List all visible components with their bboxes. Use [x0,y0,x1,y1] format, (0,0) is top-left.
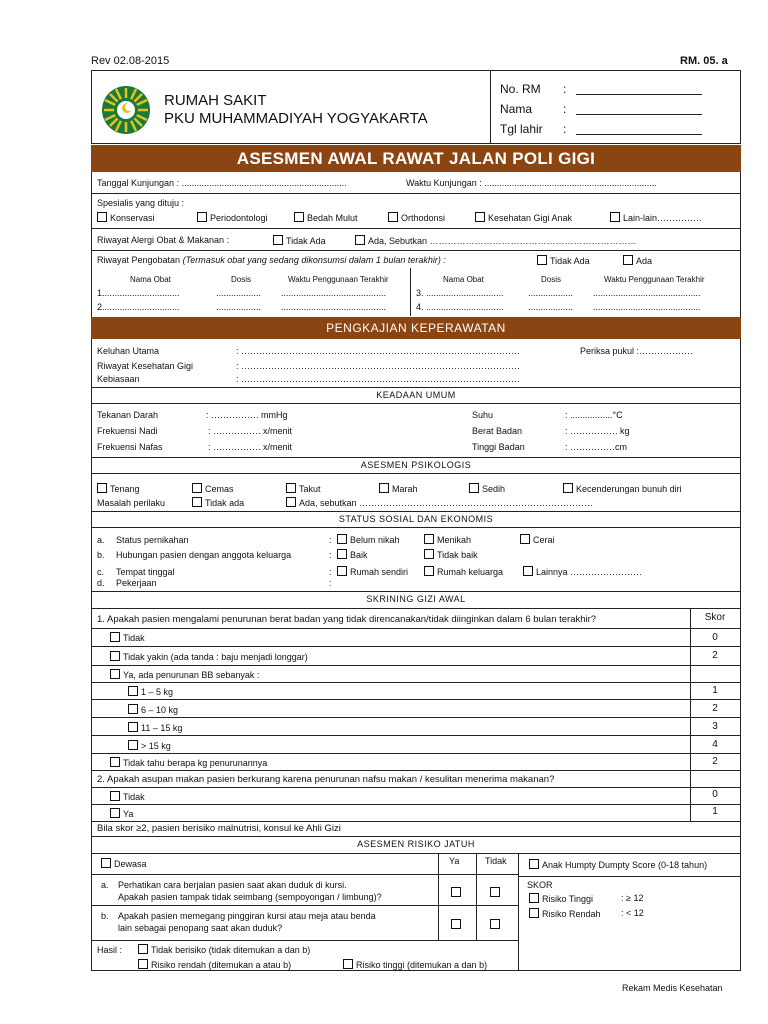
checkbox[interactable] [273,235,283,245]
section-pengkajian: PENGKAJIAN KEPERAWATAN [91,317,741,339]
psi-sedih[interactable]: Sedih [469,483,505,495]
checkbox[interactable] [529,908,539,918]
a-ya-checkbox[interactable] [451,883,464,901]
checkbox[interactable] [286,483,296,493]
checkbox[interactable] [520,534,530,544]
section-risiko-jatuh: ASESMEN RISIKO JATUH [357,839,475,849]
obat-row-4[interactable]: 4. ............................... [416,302,504,312]
checkbox[interactable] [128,686,138,696]
checkbox[interactable] [128,740,138,750]
checkbox[interactable] [610,212,620,222]
checkbox[interactable] [110,757,120,767]
checkbox[interactable] [101,858,111,868]
pengobatan-label: Riwayat Pengobatan (Termasuk obat yang sedang dikonsumsi dalam 1 bulan terakhir) : [97,255,446,265]
checkbox[interactable] [110,808,120,818]
tekanan-darah-field[interactable]: : ……………. mmHg [206,410,288,420]
obat-row-1[interactable]: 1............................... [97,288,180,298]
checkbox[interactable] [563,483,573,493]
checkbox[interactable] [469,483,479,493]
q1-tidak[interactable]: Tidak [110,632,145,644]
tgl-lahir-field[interactable] [576,134,702,135]
hospital-name-line2: PKU MUHAMMADIYAH YOGYAKARTA [164,110,428,127]
frekuensi-nadi-field[interactable]: : ……………. x/menit [208,426,293,436]
checkbox[interactable] [110,791,120,801]
checkbox[interactable] [537,255,547,265]
hospital-name-line1: RUMAH SAKIT [164,92,267,109]
obat-row-3[interactable]: 3. ............................... [416,288,504,298]
checkbox[interactable] [110,632,120,642]
gizi-note: Bila skor ≥2, pasien berisiko malnutrisi, konsul ke Ahli Gizi [97,823,341,834]
hasil-tidak-berisiko[interactable]: Tidak berisiko (tidak ditemukan a dan b) [138,944,310,956]
psi-bunuh-diri[interactable]: Kecenderungan bunuh diri [563,483,682,495]
pengobatan-tidak-ada[interactable]: Tidak Ada [537,255,590,267]
riwayat-kesehatan-gigi-label: Riwayat Kesehatan Gigi [97,361,194,371]
alergi-ada[interactable]: Ada, Sebutkan …………………………………………………………… [355,235,637,247]
hasil-risiko-tinggi[interactable]: Risiko tinggi (ditemukan a dan b) [343,959,487,971]
rm-code: RM. 05. a [680,55,728,67]
bb-6-10[interactable]: 6 – 10 kg [128,704,178,716]
obat-row-2[interactable]: 2............................... [97,302,180,312]
hasil-risiko-rendah[interactable]: Risiko rendah (ditemukan a atau b) [138,959,291,971]
checkbox[interactable] [97,483,107,493]
no-rm-field[interactable] [576,94,702,95]
q1-tidak-tahu[interactable]: Tidak tahu berapa kg penurunannya [110,757,267,769]
tinggi-badan-field[interactable]: : ……………cm [565,442,627,452]
risiko-rendah[interactable]: Risiko Rendah [529,908,601,920]
suhu-field[interactable]: : .................°C [565,410,623,420]
hubungan-tidak-baik[interactable]: Tidak baik [424,549,478,561]
masalah-ada[interactable]: Ada, sebutkan …………………………………………………………………… [286,497,593,509]
checkbox[interactable] [623,255,633,265]
nama-field[interactable] [576,114,702,115]
checkbox[interactable] [424,534,434,544]
tanggal-kunjungan[interactable]: Tanggal Kunjungan : .................................................................. [97,178,347,188]
checkbox[interactable] [192,483,202,493]
frekuensi-nafas-field[interactable]: : ……………. x/menit [208,442,293,452]
tinggal-keluarga[interactable]: Rumah keluarga [424,566,503,578]
label-nama: Nama [500,102,533,116]
form-title: ASESMEN AWAL RAWAT JALAN POLI GIGI [91,145,741,172]
nikah-cerai[interactable]: Cerai [520,534,555,546]
checkbox[interactable] [138,959,148,969]
section-keadaan-umum: KEADAAN UMUM [376,390,456,400]
opt-lain-lain[interactable]: Lain-lain…………… [610,212,702,224]
checkbox[interactable] [337,549,347,559]
alergi-label: Riwayat Alergi Obat & Makanan : [97,235,230,245]
revision-label: Rev 02.08-2015 [91,55,170,67]
b-ya-checkbox[interactable] [451,915,464,933]
bb-1-5[interactable]: 1 – 5 kg [128,686,173,698]
berat-badan-field[interactable]: : ……………. kg [565,426,630,436]
checkbox[interactable] [475,212,485,222]
q1-tidak-yakin[interactable]: Tidak yakin (ada tanda : baju menjadi longgar) [110,651,308,663]
tinggal-sendiri[interactable]: Rumah sendiri [337,566,408,578]
bb-11-15[interactable]: 11 – 15 kg [128,722,182,734]
checkbox[interactable] [110,669,120,679]
opt-kesehatan-gigi-anak[interactable]: Kesehatan Gigi Anak [475,212,572,224]
masalah-tidak-ada[interactable]: Tidak ada [192,497,244,509]
checkbox[interactable] [197,212,207,222]
checkbox[interactable] [355,235,365,245]
tinggal-lainnya[interactable]: Lainnya …………………… [523,566,642,578]
checkbox[interactable] [529,859,539,869]
jatuh-humpty[interactable]: Anak Humpty Dumpty Score (0-18 tahun) [529,859,707,871]
opt-konservasi[interactable]: Konservasi [97,212,155,224]
gizi-q2: 2. Apakah asupan makan pasien berkurang karena penurunan nafsu makan / kesulitan menerima makanan? [97,774,555,785]
checkbox[interactable] [192,497,202,507]
q2-tidak[interactable]: Tidak [110,791,145,803]
gizi-q1: 1. Apakah pasien mengalami penurunan berat badan yang tidak direncanakan/tidak diinginkan dalam 6 bulan terakhir? [97,614,597,625]
periksa-pukul[interactable]: Periksa pukul :……………… [580,346,694,356]
checkbox[interactable] [138,944,148,954]
checkbox[interactable] [337,534,347,544]
section-sosial: STATUS SOSIAL DAN EKONOMIS [338,514,494,524]
spesialis-label: Spesialis yang dituju : [97,198,185,208]
skor-label: SKOR [527,880,553,890]
checkbox[interactable] [294,212,304,222]
section-psikologis: ASESMEN PSIKOLOGIS [360,460,472,470]
checkbox[interactable] [128,704,138,714]
checkbox[interactable] [337,566,347,576]
jatuh-dewasa[interactable]: Dewasa [101,858,147,870]
checkbox[interactable] [379,483,389,493]
keluhan-utama-label: Keluhan Utama [97,346,160,356]
b-tidak-checkbox[interactable] [490,915,503,933]
hubungan-baik[interactable]: Baik [337,549,368,561]
label-no-rm: No. RM [500,82,541,96]
q1-ya[interactable]: Ya, ada penurunan BB sebanyak : [110,669,259,681]
checkbox[interactable] [529,893,539,903]
opt-bedah-mulut[interactable]: Bedah Mulut [294,212,358,224]
waktu-kunjungan[interactable]: Waktu Kunjungan : ..................................................................... [406,178,657,188]
psi-tenang[interactable]: Tenang [97,483,140,495]
checkbox[interactable] [128,722,138,732]
checkbox[interactable] [286,497,296,507]
pengobatan-ada[interactable]: Ada [623,255,652,267]
opt-orthodonsi[interactable]: Orthodonsi [388,212,445,224]
nikah-menikah[interactable]: Menikah [424,534,471,546]
hospital-logo-icon [100,84,152,141]
checkbox[interactable] [523,566,533,576]
section-gizi: SKRINING GIZI AWAL [366,594,466,604]
checkbox[interactable] [110,651,120,661]
checkbox[interactable] [424,566,434,576]
checkbox[interactable] [97,212,107,222]
footer-label: Rekam Medis Kesehatan [622,983,723,993]
nikah-belum[interactable]: Belum nikah [337,534,400,546]
kebiasaan-label: Kebiasaan [97,374,140,384]
q2-ya[interactable]: Ya [110,808,133,820]
checkbox[interactable] [424,549,434,559]
checkbox[interactable] [388,212,398,222]
opt-periodontologi[interactable]: Periodontologi [197,212,268,224]
checkbox[interactable] [343,959,353,969]
alergi-tidak-ada[interactable]: Tidak Ada [273,235,326,247]
label-tgl-lahir: Tgl lahir [500,122,543,136]
a-tidak-checkbox[interactable] [490,883,503,901]
bb-15-plus[interactable]: > 15 kg [128,740,171,752]
psi-cemas[interactable]: Cemas [192,483,234,495]
psi-takut[interactable]: Takut [286,483,321,495]
risiko-tinggi[interactable]: Risiko Tinggi [529,893,593,905]
skor-header: Skor [704,612,726,623]
psi-marah[interactable]: Marah [379,483,418,495]
